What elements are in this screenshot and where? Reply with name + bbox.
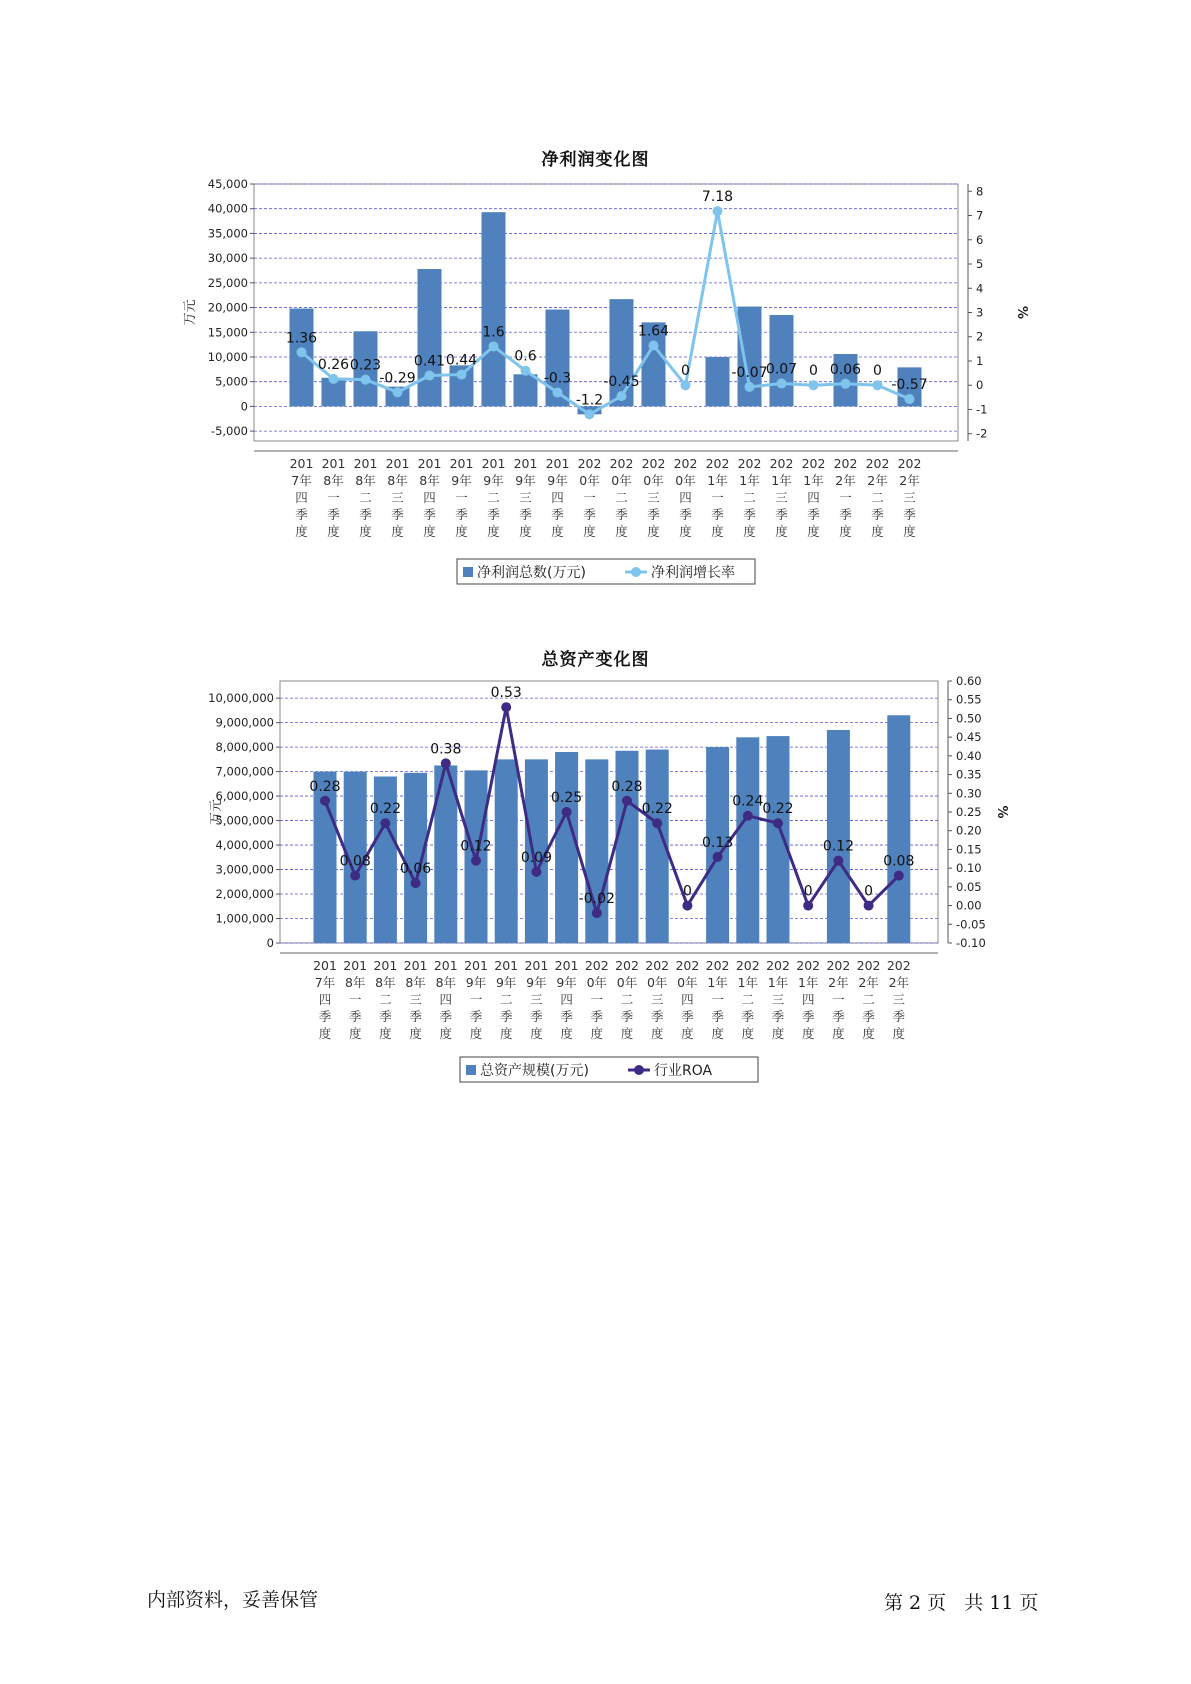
- chart-2-y2tick-label: 0.45: [956, 730, 982, 745]
- footer-page-number: [884, 1588, 1044, 1615]
- chart-1-xtick-label: 202 1年四季度: [801, 456, 826, 539]
- chart-2-data-label: 0.08: [883, 853, 915, 870]
- chart-2-y2tick-label: 0.05: [956, 879, 982, 894]
- chart-2-y2tick-label: 0.55: [956, 692, 982, 707]
- chart-2-xtick-label: 202 1年二季度: [735, 958, 760, 1041]
- chart-2-xtick-label: 201 8年二季度: [373, 958, 398, 1041]
- chart-2-line-point: [803, 901, 813, 911]
- chart-1-data-label: -0.57: [891, 377, 928, 394]
- chart-2-line-point: [471, 856, 481, 866]
- chart-2-line-point: [411, 878, 421, 888]
- chart-1-data-label: -1.2: [575, 392, 604, 409]
- chart-2-xtick-label: 202 1年四季度: [796, 958, 821, 1041]
- chart-1-data-label: 0: [809, 363, 818, 380]
- footer-page-prefix: 第: [884, 1592, 904, 1614]
- chart-2-xtick-label: 202 0年一季度: [584, 958, 609, 1041]
- chart-2-line-point: [743, 811, 753, 821]
- chart-2-ytick-label: 2,000,000: [215, 887, 274, 902]
- chart-1-ytick-label: 10,000: [207, 349, 248, 364]
- chart-2-line-point: [592, 908, 602, 918]
- chart-2-ytick-label: 4,000,000: [215, 838, 274, 853]
- chart-2-ytick-label: 1,000,000: [215, 911, 274, 926]
- chart-1-xtick-label: 201 8年一季度: [321, 456, 346, 539]
- chart-2-bar: [495, 759, 518, 943]
- chart-1-xtick-label: 202 0年一季度: [577, 456, 602, 539]
- chart-2-bar: [404, 773, 427, 943]
- chart-2-y2label: %: [994, 805, 1009, 819]
- chart-1-data-label: 0.6: [514, 348, 537, 365]
- chart-2-line-point: [441, 758, 451, 768]
- chart-1-data-label: 7.18: [701, 189, 734, 206]
- chart-2-line-point: [864, 901, 874, 911]
- chart-1-ytick-label: 25,000: [207, 275, 248, 290]
- chart-1-data-label: 0.07: [765, 361, 798, 378]
- chart-2-bar: [555, 752, 578, 943]
- chart-2-y2tick-label: 0.40: [956, 748, 982, 763]
- chart-1-xtick-label: 201 9年一季度: [449, 456, 474, 539]
- chart-1-xtick-label: 201 8年四季度: [417, 456, 442, 539]
- chart-1-xtick-label: 202 2年三季度: [897, 456, 922, 539]
- chart-2-xtick-label: 201 7年四季度: [313, 958, 337, 1041]
- chart-1-data-label: -0.45: [603, 374, 640, 391]
- chart-2-data-label: 0.22: [762, 801, 794, 818]
- footer-page-current: 2: [909, 1592, 922, 1614]
- chart-1-data-label: 1.36: [285, 330, 318, 347]
- chart-1-xtick-label: 202 1年三季度: [769, 456, 794, 539]
- chart-1-xtick-label: 202 1年一季度: [705, 456, 730, 539]
- chart-1-y2tick-label: 7: [976, 208, 984, 223]
- chart-1-xtick-label: 202 0年四季度: [673, 456, 698, 539]
- chart-2-data-label: 0: [803, 883, 813, 900]
- chart-2-y2tick-label: 0.20: [956, 823, 982, 838]
- chart-2-bar: [827, 730, 850, 943]
- chart-1-xtick-label: 201 9年三季度: [513, 456, 538, 539]
- chart-2-data-label: 0.06: [400, 861, 432, 878]
- chart-2-y2tick-label: -0.10: [956, 936, 986, 950]
- chart-2-data-label: 0.28: [309, 778, 341, 795]
- chart-2-xtick-label: 201 9年三季度: [524, 958, 549, 1041]
- chart-1-y2tick-label: 5: [976, 257, 984, 272]
- chart-2-ylabel: 万元: [209, 798, 224, 826]
- chart-1-y2label: %: [1014, 305, 1029, 320]
- chart-2-y2tick-label: 0.10: [956, 861, 982, 876]
- chart-1-ylabel: 万元: [183, 299, 198, 326]
- chart-1-legend-bar-label: 净利润总数(万元): [477, 565, 586, 581]
- chart-2-ytick-label: 7,000,000: [215, 764, 274, 779]
- chart-1-xtick-label: 202 1年二季度: [737, 456, 762, 539]
- chart-1-xtick-label: 201 9年四季度: [545, 456, 570, 539]
- footer-page-mid: 页: [927, 1592, 947, 1614]
- chart-2-xtick-label: 202 2年三季度: [886, 958, 911, 1041]
- chart-2-data-label: -0.02: [578, 891, 615, 908]
- chart-2-ytick-label: 10,000,000: [208, 691, 274, 706]
- chart-2-line-point: [833, 856, 843, 866]
- chart-1-data-label: -0.29: [379, 370, 416, 387]
- chart-1-y2tick-label: 0: [976, 378, 984, 393]
- chart-2-data-label: 0.12: [460, 838, 492, 855]
- chart-2-line-point: [713, 852, 723, 862]
- chart-2-ytick-label: 5,000,000: [215, 813, 274, 828]
- chart-2-y2tick-label: 0.15: [956, 842, 982, 857]
- chart-2-data-label: 0.28: [611, 778, 643, 795]
- chart-2-xtick-label: 201 8年三季度: [403, 958, 428, 1041]
- chart-1-data-label: 0.26: [317, 356, 350, 373]
- chart-2-xtick-label: 201 9年一季度: [464, 958, 488, 1041]
- chart-2-data-label: 0.38: [430, 741, 462, 758]
- chart-2-line-point: [562, 807, 572, 817]
- chart-1-y2tick-label: 2: [976, 329, 984, 344]
- chart-2-xtick-label: 201 8年一季度: [343, 958, 368, 1041]
- chart-2-data-label: 0.22: [641, 801, 673, 818]
- chart-2-data-label: 0.25: [551, 790, 583, 806]
- chart-1-y2tick-label: -2: [976, 426, 988, 441]
- chart-2-y2tick-label: 0.50: [956, 711, 982, 726]
- chart-2-line-point: [682, 901, 692, 911]
- chart-1-title: 净利润变化图: [541, 150, 650, 170]
- chart-2-xtick-label: 202 0年三季度: [645, 958, 670, 1041]
- chart-2-data-label: 0.53: [490, 685, 522, 702]
- chart-2-ytick-label: 0: [266, 936, 274, 950]
- chart-1-data-label: 0.44: [445, 352, 478, 369]
- chart-1-data-label: 0.06: [829, 361, 862, 378]
- chart-1-data-label: 1.64: [637, 323, 670, 340]
- chart-1-xtick-label: 201 8年三季度: [385, 456, 410, 539]
- chart-2-ytick-label: 8,000,000: [215, 740, 274, 755]
- chart-1-y2tick-label: -1: [976, 402, 988, 417]
- chart-1-data-label: 0: [873, 363, 882, 380]
- chart-2-y2tick-label: 0.35: [956, 767, 982, 782]
- chart-1-data-label: 0.41: [413, 353, 446, 370]
- chart-2-data-label: 0.09: [520, 849, 552, 866]
- chart-1-xtick-label: 201 7年四季度: [289, 456, 314, 539]
- chart-1-ytick-label: -5,000: [210, 424, 248, 439]
- chart-1-data-label: -0.3: [543, 370, 572, 387]
- chart-2-y2tick-label: 0.30: [956, 786, 982, 801]
- chart-2-xtick-label: 202 1年一季度: [705, 958, 730, 1041]
- chart-1-ytick-label: 0: [240, 399, 248, 414]
- chart-2-bar: [767, 736, 790, 943]
- chart-1-xtick-label: 202 2年一季度: [833, 456, 858, 539]
- chart-2-bar: [736, 737, 759, 943]
- chart-2-data-label: 0.13: [702, 834, 734, 851]
- chart-2-y2tick-label: 0.25: [956, 805, 982, 819]
- chart-1-ytick-label: 15,000: [207, 325, 248, 340]
- chart-2-ytick-label: 6,000,000: [215, 789, 274, 804]
- chart-2-y2tick-label: 0.60: [956, 674, 982, 688]
- chart-2-line-point: [622, 796, 632, 806]
- chart-2-line-point: [380, 818, 390, 828]
- chart-2-data-label: 0: [682, 883, 692, 900]
- chart-2-data-label: 0.24: [732, 793, 764, 810]
- chart-2-legend-bar-swatch: [466, 1065, 476, 1075]
- chart-2-xtick-label: 201 9年四季度: [554, 958, 579, 1041]
- chart-1-xtick-label: 202 0年三季度: [641, 456, 666, 539]
- chart-2-xtick-label: 202 1年三季度: [766, 958, 790, 1041]
- chart-1-ytick-label: 30,000: [207, 251, 248, 266]
- chart-1-xtick-label: 201 9年二季度: [481, 456, 506, 539]
- chart-1-ytick-label: 40,000: [207, 201, 248, 216]
- chart-2-line-point: [894, 871, 904, 881]
- chart-2-ytick-label: 9,000,000: [215, 715, 274, 730]
- chart-2-bar: [887, 715, 910, 943]
- chart-2-line-point: [773, 818, 783, 828]
- chart-1-xtick-label: 202 0年二季度: [609, 456, 634, 539]
- chart-1-y2tick-label: 6: [976, 232, 984, 247]
- footer-total-prefix: 共: [964, 1592, 984, 1614]
- chart-2-data-label: 0: [864, 883, 874, 900]
- chart-2-legend-bar-label: 总资产规模(万元): [480, 1063, 589, 1079]
- chart-2-y2tick-label: 0.00: [956, 898, 982, 913]
- chart-2-legend-line-label: 行业ROA: [654, 1063, 713, 1079]
- chart-1-y2tick-label: 1: [976, 353, 984, 368]
- footer-confidential-note: 内部资料，妥善保管: [147, 1589, 319, 1611]
- footer-total-pages: 11: [989, 1592, 1014, 1614]
- chart-2-legend-line-marker: [634, 1065, 644, 1075]
- chart-1-ytick-label: 5,000: [215, 374, 248, 389]
- chart-2-data-label: 0.12: [822, 838, 854, 855]
- chart-1-ytick-label: 20,000: [207, 300, 248, 315]
- chart-2-xtick-label: 202 0年四季度: [675, 958, 700, 1041]
- chart-2-line-point: [501, 702, 511, 712]
- chart-2-xtick-label: 202 0年二季度: [615, 958, 639, 1041]
- chart-2-line-point: [350, 871, 360, 881]
- chart-1-y2tick-label: 8: [976, 184, 984, 199]
- chart-2-line-point: [320, 796, 330, 806]
- chart-1-data-label: 1.6: [482, 324, 505, 341]
- chart-2-xtick-label: 202 2年一季度: [826, 958, 851, 1041]
- chart-2-title: 总资产变化图: [541, 650, 650, 670]
- chart-2-ytick-label: 3,000,000: [215, 862, 274, 877]
- chart-2-data-label: 0.08: [339, 853, 371, 870]
- chart-1-data-label: 0: [681, 363, 690, 380]
- chart-1-y2tick-label: 4: [976, 281, 984, 296]
- chart-2-xtick-label: 201 9年二季度: [494, 958, 519, 1041]
- chart-2-line-point: [531, 867, 541, 877]
- chart-1-ytick-label: 35,000: [207, 226, 248, 241]
- chart-1-xtick-label: 202 2年二季度: [865, 456, 890, 539]
- chart-1-legend-line-label: 净利润增长率: [651, 565, 735, 581]
- chart-1-ytick-label: 45,000: [207, 177, 248, 191]
- chart-2-line-point: [652, 818, 662, 828]
- chart-1-y2tick-label: 3: [976, 305, 984, 320]
- chart-1-xtick-label: 201 8年二季度: [353, 456, 378, 539]
- chart-2-data-label: 0.22: [369, 801, 401, 818]
- chart-2-y2tick-label: -0.05: [956, 917, 986, 932]
- chart-1-data-label: -0.07: [731, 364, 768, 381]
- footer-page-suffix: 页: [1019, 1592, 1039, 1614]
- chart-2-xtick-label: 201 8年四季度: [433, 958, 458, 1041]
- chart-2-xtick-label: 202 2年二季度: [856, 958, 881, 1041]
- chart-1-data-label: 0.23: [349, 357, 382, 374]
